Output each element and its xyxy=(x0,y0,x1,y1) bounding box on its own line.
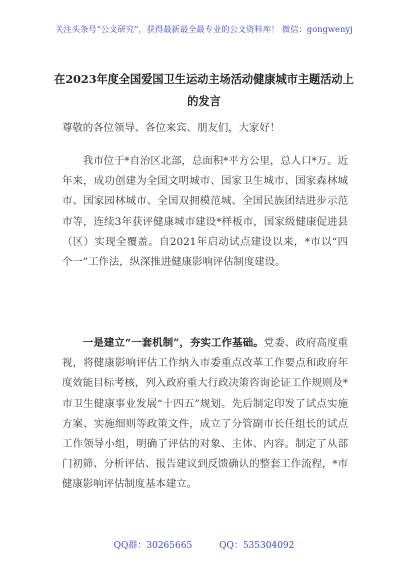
footer-contact xyxy=(0,538,408,551)
paragraph-lead: 一是建立“一套机制”，夯实工作基础。 xyxy=(82,337,264,349)
paragraph-mechanism xyxy=(62,333,348,495)
greeting: 尊敬的各位领导、各位来宾、朋友们，大家好！ xyxy=(62,122,281,134)
paragraph-intro: 我市位于*自治区北部，总面积*平方公里，总人口*万。近年来，成功创建为全国文明城市、国家卫生城市、国家森林城市、国家园林城市、全国双拥模范城、全国民族团结进步示范市等，连续3年获评健康城市建设*样板市，国家级健康促进县（区）实现全覆盖。自2021年启动试点建设以来，*市以“四个一”工作法，纵深推进健康影响评估制度建设。 xyxy=(62,155,348,269)
document-title: 在2023年度全国爱国卫生运动主场活动健康城市主题活动上的发言 xyxy=(54,72,354,108)
footer-qq-group: QQ群：30265665 xyxy=(113,541,193,551)
top-banner: 关注头条号“公文研究”，获得最新最全最专业的公文资料库！ 微信：gongwenyj xyxy=(55,24,353,34)
footer-qq: QQ：535304092 xyxy=(219,541,295,551)
paragraph-body: 党委、政府高度重视，将健康影响评估工作纳入市委重点改革工作要点和政府年度效能目标考核，列入政府重大行政决策咨询论证工作规则及*市卫生健康事业发展“十四五”规划。先后制定印发了试点实施方案、实施细则等政策文件，成立了分管副市长任组长的试点工作领导小组，明确了评估的对象、主体、内容。制定了从部门初筛、分析评估、报告建议到反馈确认的整套工作流程，*市健康影响评估制度基本建立。 xyxy=(62,337,349,491)
